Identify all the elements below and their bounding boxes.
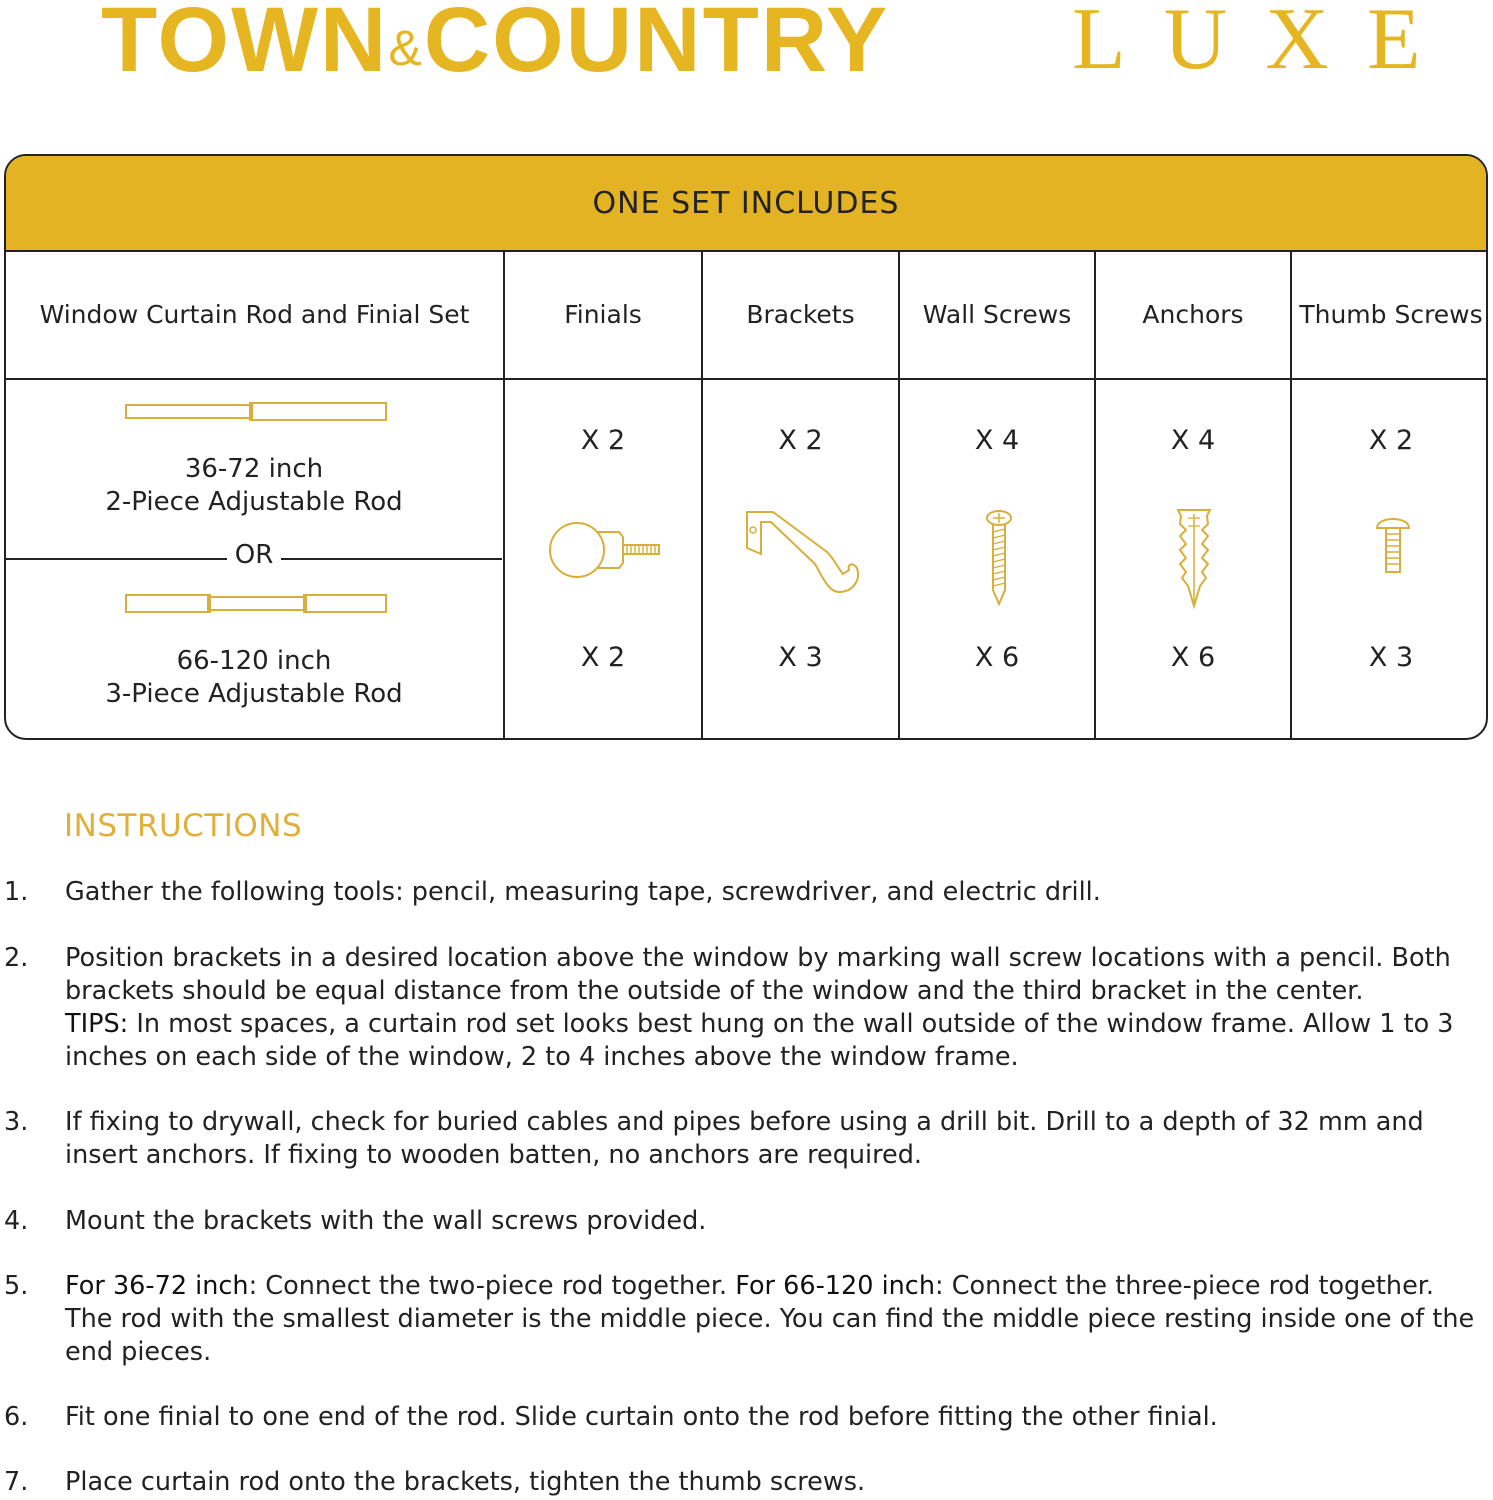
finials-qty-3piece: X 2 [580,642,626,673]
finials-qty-2piece: X 2 [580,425,626,456]
brackets-header: Brackets [703,250,898,380]
brand-wordmark: TOWN&COUNTRY [101,0,890,91]
anchors-qty-2piece: X 4 [1170,425,1216,456]
or-label: OR [6,540,502,570]
tips-paragraph: TIPS: In most spaces, a curtain rod set looks best hung on the wall outside of the window frame. Allow 1 to 3 inches on each side of the window, 2 to 4 inches above the window frame. [65,1009,1454,1072]
thumb-screws-qty-2piece: X 2 [1368,425,1414,456]
brackets-qty-3piece: X 3 [778,642,823,673]
thumb-screw-icon [1373,510,1413,580]
finials-header: Finials [505,250,701,380]
wall-screws-qty-3piece: X 6 [974,642,1020,673]
brand-logo [0,0,1493,110]
wall-screws-column [900,250,1096,740]
rod-column [6,250,505,740]
anchors-column [1096,250,1292,740]
bracket-icon [743,508,865,598]
brackets-qty-2piece: X 2 [778,425,823,456]
anchors-qty-3piece: X 6 [1170,642,1216,673]
anchor-icon [1174,506,1214,610]
thumb-screws-column [1292,250,1488,740]
finial-icon [547,515,663,585]
anchors-header: Anchors [1096,250,1290,380]
brackets-column [703,250,900,740]
rod-option-2-size: 66-120 inch [176,646,332,676]
two-piece-rod-icon [124,400,388,422]
table-title: ONE SET INCLUDES [6,156,1486,252]
thumb-screws-qty-3piece: X 3 [1368,642,1414,673]
rod-option-2-name: 3-Piece Adjustable Rod [105,679,403,709]
set-contents-table [4,154,1488,740]
wall-screws-qty-2piece: X 4 [974,425,1020,456]
three-piece-rod-icon [124,592,388,614]
wall-screws-header: Wall Screws [900,250,1094,380]
wall-screw-icon [984,508,1014,608]
rod-column-header: Window Curtain Rod and Finial Set [6,250,503,380]
thumb-screws-header: Thumb Screws [1292,250,1488,380]
brand-luxe: LUXE [1072,0,1459,88]
rod-option-1-name: 2-Piece Adjustable Rod [105,487,403,517]
rod-option-1-size: 36-72 inch [184,454,324,484]
finials-column [505,250,703,740]
instructions-title: INSTRUCTIONS [64,808,303,844]
tips-label: TIPS: [65,1009,129,1039]
